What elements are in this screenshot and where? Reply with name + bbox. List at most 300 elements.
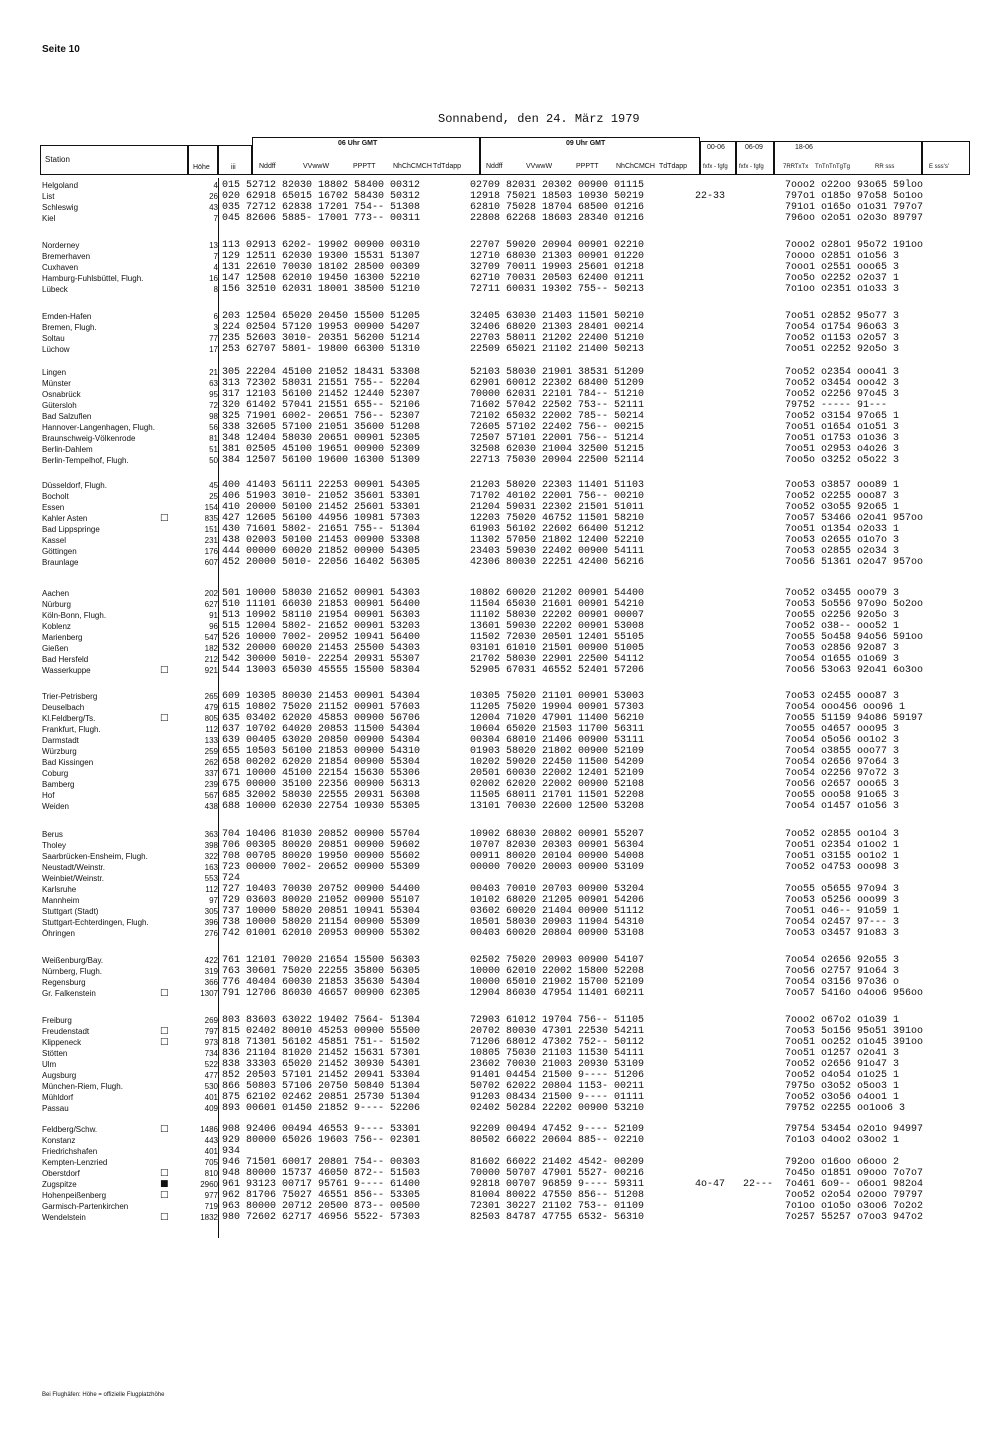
obs-09-values: 22707 59020 20904 00901 02210 bbox=[470, 240, 645, 251]
obs-1806-values: 7oo52 o3o55 92o65 1 bbox=[785, 502, 900, 513]
p1806-label: 18-06 bbox=[795, 144, 813, 151]
table-row bbox=[40, 654, 970, 665]
esss-header bbox=[922, 141, 970, 175]
station-height: 95 bbox=[209, 390, 218, 399]
station-name: Bremerhaven bbox=[42, 252, 91, 261]
obs-1806-values: 7oo53 5o556 97o9o 5o2oo bbox=[785, 599, 924, 610]
station-name: Klippeneck bbox=[42, 1038, 82, 1047]
table-row bbox=[40, 1048, 970, 1059]
obs-09-values: 10902 68030 20802 00901 55207 bbox=[470, 829, 645, 840]
obs-1806-values: 79752 ----- 91--- bbox=[785, 400, 888, 411]
obs-1806-values: 7oo51 o1257 o2o41 3 bbox=[785, 1048, 900, 1059]
station-name: Karlsruhe bbox=[42, 885, 77, 894]
obs-09-values: 12004 71020 47901 11400 56210 bbox=[470, 713, 645, 724]
block09-header bbox=[480, 137, 700, 175]
obs-09-values: 92209 00494 47452 9---- 52109 bbox=[470, 1124, 645, 1135]
obs-06-values: 729 03603 80020 21052 00900 55107 bbox=[222, 895, 421, 906]
station-height: 16 bbox=[209, 274, 218, 283]
station-name: Cuxhaven bbox=[42, 263, 79, 272]
station-name: Oberstdorf bbox=[42, 1169, 80, 1178]
obs-1806-values: 796oo o2o51 o2o3o 89797 bbox=[785, 213, 924, 224]
obs-09-values: 12203 75020 46752 11501 58210 bbox=[470, 513, 645, 524]
station-height: 265 bbox=[204, 692, 218, 701]
station-name: Münster bbox=[42, 379, 71, 388]
station-height: 734 bbox=[204, 1049, 218, 1058]
station-name: Tholey bbox=[42, 841, 67, 850]
station-height: 239 bbox=[204, 780, 218, 789]
obs-09-values: 72605 57102 22402 756-- 00215 bbox=[470, 422, 645, 433]
obs-09-values: 00403 70010 20703 00900 53204 bbox=[470, 884, 645, 895]
obs-09-values: 11302 57050 21802 12400 52210 bbox=[470, 535, 645, 546]
obs-1806-values: 7oo54 o2656 97o64 3 bbox=[785, 757, 900, 768]
table-row bbox=[40, 757, 970, 768]
obs-1806-values: 797o1 o185o 97o58 5o1oo bbox=[785, 191, 924, 202]
obs-06-values: 532 20000 60020 21453 25500 54303 bbox=[222, 643, 421, 654]
station-name: Saarbrücken-Ensheim, Flugh. bbox=[42, 852, 148, 861]
station-name: Kahler Asten bbox=[42, 514, 88, 523]
table-row bbox=[40, 322, 970, 333]
station-name: Lingen bbox=[42, 368, 67, 377]
square-icon: □ bbox=[160, 665, 169, 675]
obs-06-values: 688 10000 62030 22754 10930 55305 bbox=[222, 801, 421, 812]
station-name: Marienberg bbox=[42, 633, 83, 642]
obs-09-values: 12710 68030 21303 00901 01220 bbox=[470, 251, 645, 262]
station-height: 91 bbox=[209, 611, 218, 620]
table-row bbox=[40, 599, 970, 610]
station-height: 154 bbox=[204, 503, 218, 512]
station-height: 17 bbox=[209, 345, 218, 354]
obs-1806-values: 7oo54 o3156 97o36 o bbox=[785, 977, 900, 988]
station-height: 305 bbox=[204, 907, 218, 916]
obs-09-values: 10102 68020 21205 00901 54206 bbox=[470, 895, 645, 906]
obs-06-values: 635 03402 62020 45853 00900 56706 bbox=[222, 713, 421, 724]
obs-1806-values: 7oo51 o46-- 91o59 1 bbox=[785, 906, 900, 917]
station-height: 51 bbox=[209, 445, 218, 454]
table-row bbox=[40, 829, 970, 840]
tn-label: TnTnTnTgTg bbox=[815, 164, 851, 170]
obs-06-values: 723 00000 7002- 20652 00900 55309 bbox=[222, 862, 421, 873]
obs-09-values: 11505 68011 21701 11501 52208 bbox=[470, 790, 645, 801]
obs-09-values: 21203 58020 22303 11401 51103 bbox=[470, 480, 645, 491]
station-name: Wasserkuppe bbox=[42, 666, 91, 675]
obs-09-values: 32508 62030 21004 32500 51215 bbox=[470, 444, 645, 455]
fxfx2-label: fxfx - fgfg bbox=[739, 164, 764, 170]
station-header: Station bbox=[45, 155, 70, 164]
station-height: 212 bbox=[204, 655, 218, 664]
station-height: 705 bbox=[204, 1158, 218, 1167]
obs-09-values: 11102 58030 22202 00901 00007 bbox=[470, 610, 645, 621]
station-height: 112 bbox=[205, 885, 218, 894]
station-name: Neustadt/Weinstr. bbox=[42, 863, 105, 872]
obs-1806-values: 7oo54 o3855 ooo77 3 bbox=[785, 746, 900, 757]
obs-1806-values: 791o1 o165o o1o31 797o7 bbox=[785, 202, 924, 213]
table-row bbox=[40, 1124, 970, 1135]
station-height: 259 bbox=[204, 747, 218, 756]
station-name: Deuselbach bbox=[42, 703, 85, 712]
pppptt-header: PPPTT bbox=[353, 163, 376, 170]
obs-06-values: 510 11101 66030 21853 00901 56400 bbox=[222, 599, 421, 610]
obs-1806-values: 7oo53 o5256 ooo99 3 bbox=[785, 895, 900, 906]
station-height: 479 bbox=[204, 703, 218, 712]
vvwww-09-header: VVwwW bbox=[526, 163, 553, 170]
rr-label: RR sss bbox=[875, 164, 895, 170]
esss-label: E sss's' bbox=[929, 164, 949, 170]
table-row bbox=[40, 966, 970, 977]
obs-06-values: 438 02003 50100 21453 00900 53308 bbox=[222, 535, 421, 546]
obs-09-values: 81602 66022 21402 4542- 00209 bbox=[470, 1157, 645, 1168]
obs-09-values: 23602 70030 21003 20930 53109 bbox=[470, 1059, 645, 1070]
period-0609-header bbox=[736, 141, 774, 175]
obs-1806-values: 7oo55 o2256 92o5o 3 bbox=[785, 610, 900, 621]
station-name: Weinbiet/Weinstr. bbox=[42, 874, 104, 883]
station-height: 21 bbox=[209, 368, 218, 377]
station-name: Lübeck bbox=[42, 285, 68, 294]
table-row bbox=[40, 480, 970, 491]
obs-1806-values: 7oo52 o3154 97o65 1 bbox=[785, 411, 900, 422]
obs-06-values: 838 33303 65020 21452 30930 54301 bbox=[222, 1059, 421, 1070]
obs-06-values: 410 20000 50100 21452 25601 53301 bbox=[222, 502, 421, 513]
station-name: Zugspitze bbox=[42, 1180, 77, 1189]
station-name: Konstanz bbox=[42, 1136, 76, 1145]
tdtdapp-09-header: TdTdapp bbox=[659, 163, 688, 170]
period-0006-header bbox=[700, 141, 736, 175]
station-name: Würzburg bbox=[42, 747, 77, 756]
station-name: Soltau bbox=[42, 334, 65, 343]
obs-1806-values: 7oo52 o2656 91o47 3 bbox=[785, 1059, 900, 1070]
obs-06-values: 544 13003 65030 45555 15500 58304 bbox=[222, 665, 421, 676]
station-name: München-Riem, Flugh. bbox=[42, 1082, 123, 1091]
obs-06-values: 224 02504 57120 19953 00900 54207 bbox=[222, 322, 421, 333]
obs-06-values: 815 02402 80010 45253 00900 55500 bbox=[222, 1026, 421, 1037]
obs-1806-values: 7ooo2 o28o1 95o72 191oo bbox=[785, 240, 924, 251]
obs-09-values: 21702 58030 22901 22500 54112 bbox=[470, 654, 645, 665]
obs-1806-values: 7oo52 o4753 ooo98 3 bbox=[785, 862, 900, 873]
station-height: 262 bbox=[204, 758, 218, 767]
square-icon: □ bbox=[160, 713, 169, 723]
obs-09-values: 10707 82030 20303 00901 56304 bbox=[470, 840, 645, 851]
table-row bbox=[40, 691, 970, 702]
obs-06-values: 348 12404 58030 20651 00901 52305 bbox=[222, 433, 421, 444]
station-height: 477 bbox=[204, 1071, 218, 1080]
table-row bbox=[40, 513, 970, 524]
obs-09-values: 42306 80030 22251 42400 56216 bbox=[470, 557, 645, 568]
filled-square-icon: ■ bbox=[160, 1179, 169, 1189]
station-height: 50 bbox=[209, 456, 218, 465]
station-height: 322 bbox=[204, 852, 218, 861]
table-row bbox=[40, 344, 970, 355]
station-height: 319 bbox=[204, 967, 218, 976]
table-row bbox=[40, 1168, 970, 1179]
table-row bbox=[40, 1015, 970, 1026]
station-name: Schleswig bbox=[42, 203, 79, 212]
table-row bbox=[40, 665, 970, 676]
station-name: Mannheim bbox=[42, 896, 80, 905]
gust-0609-value: 22--- bbox=[743, 1179, 774, 1190]
table-row bbox=[40, 433, 970, 444]
table-row bbox=[40, 444, 970, 455]
station-name: Mühldorf bbox=[42, 1093, 74, 1102]
station-height: 231 bbox=[204, 536, 218, 545]
station-height: 797 bbox=[204, 1027, 218, 1036]
obs-1806-values: 7oo52 o2855 oo1o4 3 bbox=[785, 829, 900, 840]
station-height: 443 bbox=[204, 1136, 218, 1145]
obs-09-values: 62710 70031 20503 62400 01211 bbox=[470, 273, 645, 284]
obs-09-values: 23403 59030 22402 00900 54111 bbox=[470, 546, 645, 557]
station-height: 363 bbox=[204, 830, 218, 839]
station-name: Helgoland bbox=[42, 181, 79, 190]
station-height: 8 bbox=[213, 285, 218, 294]
station-name: Bad Kissingen bbox=[42, 758, 94, 767]
station-height: 835 bbox=[204, 514, 218, 523]
table-row bbox=[40, 768, 970, 779]
station-height: 25 bbox=[209, 492, 218, 501]
obs-1806-values: 7oo57 5416o o4oo6 956oo bbox=[785, 988, 924, 999]
table-row bbox=[40, 862, 970, 873]
station-name: Berus bbox=[42, 830, 63, 839]
station-name: Norderney bbox=[42, 241, 80, 250]
tdtdapp-header: TdTdapp bbox=[433, 163, 462, 170]
obs-06-values: 313 72302 58031 21551 755-- 52204 bbox=[222, 378, 421, 389]
table-row bbox=[40, 333, 970, 344]
obs-06-values: 156 32510 62031 18001 38500 51210 bbox=[222, 284, 421, 295]
obs-1806-values: 7oo52 o4o54 o1o25 1 bbox=[785, 1070, 900, 1081]
station-height: 98 bbox=[209, 412, 218, 421]
page-title: Sonnabend, den 24. März 1979 bbox=[438, 112, 640, 126]
station-height: 530 bbox=[204, 1082, 218, 1091]
station-height: 4 bbox=[213, 263, 218, 272]
station-height: 719 bbox=[204, 1202, 218, 1211]
table-row bbox=[40, 840, 970, 851]
obs-06-values: 452 20000 5010- 22056 16402 56305 bbox=[222, 557, 421, 568]
obs-06-values: 131 22610 70030 18102 28500 00309 bbox=[222, 262, 421, 273]
gust-0006-value: 22-33 bbox=[695, 191, 726, 202]
block06-title: 06 Uhr GMT bbox=[338, 140, 378, 147]
obs-1806-values: 7oo53 o2455 ooo87 3 bbox=[785, 691, 900, 702]
obs-06-values: 671 10000 45100 22154 15630 55306 bbox=[222, 768, 421, 779]
obs-06-values: 963 80000 20712 20500 873-- 00500 bbox=[222, 1201, 421, 1212]
station-height: 26 bbox=[209, 192, 218, 201]
station-name: Emden-Hafen bbox=[42, 312, 92, 321]
obs-09-values: 72301 30227 21102 753-- 01109 bbox=[470, 1201, 645, 1212]
obs-1806-values: 7oo54 o1655 o1o69 3 bbox=[785, 654, 900, 665]
table-row bbox=[40, 455, 970, 466]
table-row bbox=[40, 1135, 970, 1146]
obs-06-values: 655 10503 56100 21853 00900 54310 bbox=[222, 746, 421, 757]
station-height: 13 bbox=[209, 241, 218, 250]
station-name: Bremen, Flugh. bbox=[42, 323, 97, 332]
station-name: Koblenz bbox=[42, 622, 71, 631]
table-row bbox=[40, 422, 970, 433]
station-name: Stuttgart (Stadt) bbox=[42, 907, 99, 916]
station-height: 151 bbox=[204, 525, 218, 534]
square-icon: □ bbox=[160, 988, 169, 998]
obs-09-values: 22703 58011 21202 22400 51210 bbox=[470, 333, 645, 344]
obs-06-values: 035 72712 62838 17201 754-- 51308 bbox=[222, 202, 421, 213]
obs-06-values: 685 32002 58030 22555 20931 56308 bbox=[222, 790, 421, 801]
table-row bbox=[40, 180, 970, 191]
obs-09-values: 11504 65030 21601 00901 54210 bbox=[470, 599, 645, 610]
obs-06-values: 803 83603 63022 19402 7564- 51304 bbox=[222, 1015, 421, 1026]
obs-06-values: 908 92406 00494 46553 9---- 53301 bbox=[222, 1124, 421, 1135]
station-height: 1486 bbox=[200, 1125, 218, 1134]
square-icon: □ bbox=[160, 1168, 169, 1178]
station-height: 973 bbox=[204, 1038, 218, 1047]
obs-1806-values: 7oo54 o2457 97--- 3 bbox=[785, 917, 900, 928]
obs-09-values: 13101 70030 22600 12500 53208 bbox=[470, 801, 645, 812]
obs-09-values: 12904 86030 47954 11401 60211 bbox=[470, 988, 645, 999]
station-height: 276 bbox=[204, 929, 218, 938]
table-row bbox=[40, 955, 970, 966]
station-height: 72 bbox=[209, 401, 218, 410]
station-height: 401 bbox=[204, 1147, 218, 1156]
station-height: 607 bbox=[204, 558, 218, 567]
station-name: Frankfurt, Flugh. bbox=[42, 725, 101, 734]
obs-09-values: 13601 59030 22202 00901 53008 bbox=[470, 621, 645, 632]
table-header bbox=[40, 137, 970, 175]
station-header-cell bbox=[40, 145, 188, 175]
table-row bbox=[40, 378, 970, 389]
obs-09-values: 81004 80022 47550 856-- 51208 bbox=[470, 1190, 645, 1201]
station-height: 3 bbox=[213, 323, 218, 332]
obs-06-values: 147 12508 62010 19450 16300 52210 bbox=[222, 273, 421, 284]
table-row bbox=[40, 928, 970, 939]
obs-1806-values: 7oo54 o2656 92o55 3 bbox=[785, 955, 900, 966]
obs-06-values: 305 22204 45100 21052 18431 53308 bbox=[222, 367, 421, 378]
nddff-09-header: Nddff bbox=[486, 163, 503, 170]
obs-09-values: 80502 66022 20604 885-- 02210 bbox=[470, 1135, 645, 1146]
obs-09-values: 02402 50284 22202 00900 53210 bbox=[470, 1103, 645, 1114]
table-row bbox=[40, 262, 970, 273]
obs-1806-values: 7oo52 o1153 o2o57 3 bbox=[785, 333, 900, 344]
station-height: 43 bbox=[209, 203, 218, 212]
obs-09-values: 00403 60020 20804 00900 53108 bbox=[470, 928, 645, 939]
obs-09-values: 22808 62268 18603 28340 01216 bbox=[470, 213, 645, 224]
obs-09-values: 71602 57042 22502 753-- 52111 bbox=[470, 400, 645, 411]
table-row bbox=[40, 502, 970, 513]
obs-1806-values: 7oo51 o2354 o1oo2 1 bbox=[785, 840, 900, 851]
station-name: Kempten-Lenzried bbox=[42, 1158, 108, 1167]
table-row bbox=[40, 988, 970, 999]
table-row bbox=[40, 1179, 970, 1190]
table-row bbox=[40, 367, 970, 378]
table-row bbox=[40, 621, 970, 632]
obs-09-values: 11502 72030 20501 12401 55105 bbox=[470, 632, 645, 643]
table-row bbox=[40, 1070, 970, 1081]
obs-1806-values: 7o1o3 o4oo2 o3oo2 1 bbox=[785, 1135, 900, 1146]
period-1806-header bbox=[774, 141, 922, 175]
obs-06-values: 430 71601 5802- 21651 755-- 51304 bbox=[222, 524, 421, 535]
obs-06-values: 893 00601 01450 21852 9---- 52206 bbox=[222, 1103, 421, 1114]
obs-1806-values: 7oo52 o38-- ooo52 1 bbox=[785, 621, 900, 632]
station-height: 1832 bbox=[200, 1213, 218, 1222]
obs-1806-values: 7oo52 o3o56 o4oo1 1 bbox=[785, 1092, 900, 1103]
p0006-label: 00-06 bbox=[707, 144, 725, 151]
table-row bbox=[40, 1081, 970, 1092]
table-row bbox=[40, 202, 970, 213]
obs-09-values: 10802 60020 21202 00901 54400 bbox=[470, 588, 645, 599]
station-name: Bad Lippspringe bbox=[42, 525, 100, 534]
station-name: Freudenstadt bbox=[42, 1027, 90, 1036]
obs-09-values: 10805 75030 21103 11530 54111 bbox=[470, 1048, 645, 1059]
obs-09-values: 61903 56102 22602 66400 51212 bbox=[470, 524, 645, 535]
obs-09-values: 72711 60031 19302 755-- 50213 bbox=[470, 284, 645, 295]
block06-header bbox=[252, 137, 480, 175]
table-row bbox=[40, 389, 970, 400]
obs-1806-values: 7oo55 o5655 97o94 3 bbox=[785, 884, 900, 895]
obs-09-values: 10604 65020 21503 11700 56311 bbox=[470, 724, 645, 735]
obs-09-values: 72102 65032 22002 785-- 50214 bbox=[470, 411, 645, 422]
obs-1806-values: 7ooo1 o2551 ooo65 3 bbox=[785, 262, 900, 273]
obs-06-values: 708 00705 80020 19950 00900 55602 bbox=[222, 851, 421, 862]
obs-09-values: 03101 61010 21501 00900 51005 bbox=[470, 643, 645, 654]
square-icon: □ bbox=[160, 1037, 169, 1047]
obs-1806-values: 7oo51 o1354 o2o33 1 bbox=[785, 524, 900, 535]
obs-09-values: 10000 62010 22002 15800 52208 bbox=[470, 966, 645, 977]
table-row bbox=[40, 588, 970, 599]
obs-06-values: 400 41403 56111 22253 00901 54305 bbox=[222, 480, 421, 491]
station-height: 409 bbox=[204, 1104, 218, 1113]
station-height: 96 bbox=[209, 622, 218, 631]
station-height: 6 bbox=[213, 312, 218, 321]
station-height: 553 bbox=[204, 874, 218, 883]
table-row bbox=[40, 917, 970, 928]
station-height: 81 bbox=[209, 434, 218, 443]
station-height: 337 bbox=[204, 769, 218, 778]
station-name: Bocholt bbox=[42, 492, 69, 501]
table-row bbox=[40, 713, 970, 724]
station-name: Aachen bbox=[42, 589, 70, 598]
obs-1806-values: 7oo56 o2757 91o64 3 bbox=[785, 966, 900, 977]
table-row bbox=[40, 1059, 970, 1070]
obs-09-values: 52905 67031 46552 52401 57206 bbox=[470, 665, 645, 676]
obs-06-values: 406 51903 3010- 21052 35601 53301 bbox=[222, 491, 421, 502]
station-height: 810 bbox=[204, 1169, 218, 1178]
obs-09-values: 71702 40102 22001 756-- 00210 bbox=[470, 491, 645, 502]
obs-06-values: 325 71901 6002- 20651 756-- 52307 bbox=[222, 411, 421, 422]
obs-06-values: 866 50803 57106 20750 50840 51304 bbox=[222, 1081, 421, 1092]
obs-06-values: 015 52712 82030 18802 58400 00312 bbox=[222, 180, 421, 191]
station-height: 7 bbox=[213, 214, 218, 223]
obs-1806-values: 7oo54 o1457 o1o56 3 bbox=[785, 801, 900, 812]
obs-06-values: 961 93123 00717 95761 9---- 61400 bbox=[222, 1179, 421, 1190]
table-row bbox=[40, 240, 970, 251]
square-icon: □ bbox=[160, 1026, 169, 1036]
station-name: Bad Salzuflen bbox=[42, 412, 92, 421]
square-icon: □ bbox=[160, 513, 169, 523]
obs-09-values: 10305 75020 21101 00901 53003 bbox=[470, 691, 645, 702]
obs-09-values: 02709 82031 20302 00900 01115 bbox=[470, 180, 645, 191]
obs-1806-values: 7oo53 o3857 ooo89 1 bbox=[785, 480, 900, 491]
table-row bbox=[40, 311, 970, 322]
station-height: 112 bbox=[205, 725, 218, 734]
obs-06-values: 980 72602 62717 46956 5522- 57303 bbox=[222, 1212, 421, 1223]
nhchcmch-header: NhChCMCH bbox=[393, 163, 432, 170]
obs-06-values: 934 bbox=[222, 1146, 241, 1157]
obs-09-values: 62901 60012 22302 68400 51209 bbox=[470, 378, 645, 389]
obs-1806-values: 7oo51 o2852 95o77 3 bbox=[785, 311, 900, 322]
obs-1806-values: 7oo56 51361 o2o47 957oo bbox=[785, 557, 924, 568]
obs-06-values: 317 12103 56100 21452 12440 52307 bbox=[222, 389, 421, 400]
obs-06-values: 929 80000 65026 19603 756-- 02301 bbox=[222, 1135, 421, 1146]
table-row bbox=[40, 1190, 970, 1201]
pppptt-09-header: PPPTT bbox=[576, 163, 599, 170]
station-name: Gr. Falkenstein bbox=[42, 989, 96, 998]
station-height: 133 bbox=[204, 736, 218, 745]
obs-1806-values: 7oo54 o5o56 oo1o2 3 bbox=[785, 735, 900, 746]
table-row bbox=[40, 535, 970, 546]
station-height: 567 bbox=[204, 791, 218, 800]
obs-09-values: 12918 75021 18503 10930 50219 bbox=[470, 191, 645, 202]
